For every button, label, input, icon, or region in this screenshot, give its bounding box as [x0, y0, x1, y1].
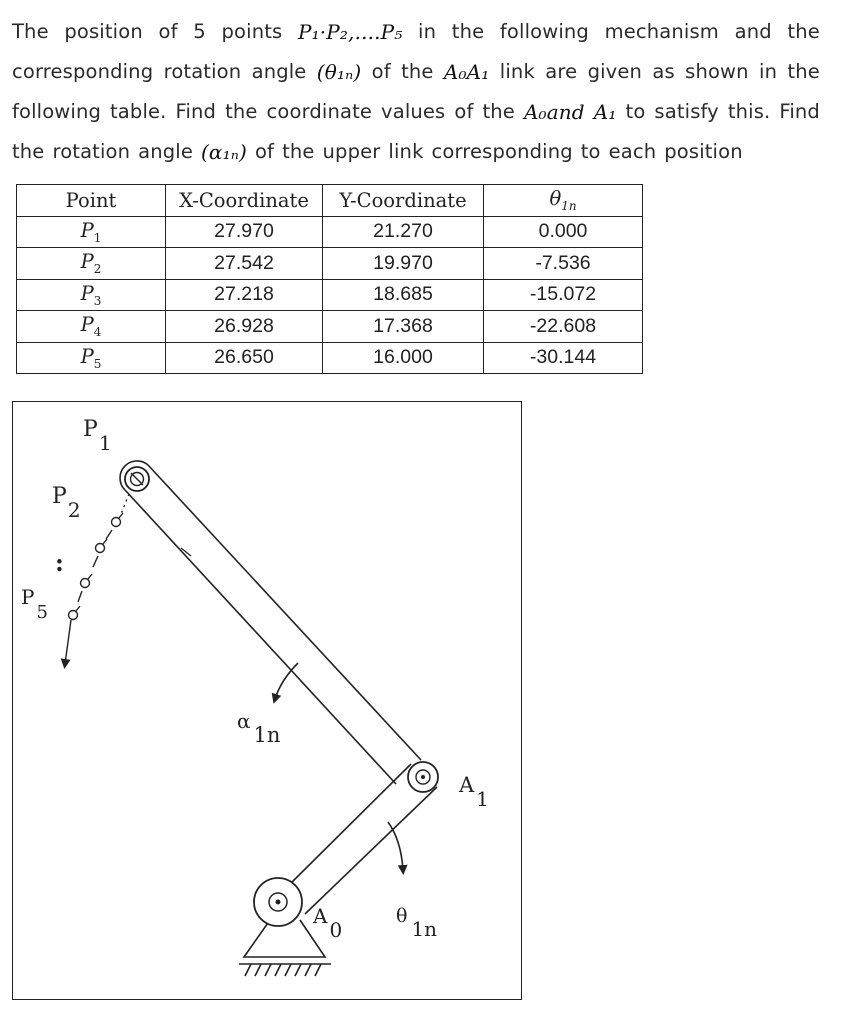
problem-line-1: The position of 5 points P₁·P₂,....P₅ in the following mechanism and the — [12, 12, 820, 52]
y-cell: 19.970 — [323, 248, 484, 280]
a1-symbol: A₁ — [593, 100, 617, 124]
theta-cell: 0.000 — [484, 216, 643, 248]
path-point-p5 — [69, 611, 78, 620]
point-cell: $P_5$ — [17, 342, 166, 374]
x-cell: 26.928 — [166, 311, 323, 343]
y-cell: 16.000 — [323, 342, 484, 374]
point-cell: $P_3$ — [17, 279, 166, 311]
theta-cell: -22.608 — [484, 311, 643, 343]
table-row — [17, 216, 643, 248]
point-cell: $P_4$ — [17, 311, 166, 343]
table-row — [17, 342, 643, 374]
x-cell: 27.218 — [166, 279, 323, 311]
a0-joint — [254, 878, 302, 926]
alpha-arrow — [275, 663, 298, 699]
path-point-p4 — [81, 579, 90, 588]
label-p5: P5 — [21, 585, 48, 623]
y-cell: 17.368 — [323, 311, 484, 343]
point-cell: $P_2$ — [17, 248, 166, 280]
label-alpha: α1n — [237, 709, 281, 747]
path-point-p2 — [112, 518, 121, 527]
table-row — [17, 279, 643, 311]
link-symbol: A₀A₁ — [443, 60, 490, 84]
x-cell: 26.650 — [166, 342, 323, 374]
figure-labels — [21, 417, 489, 942]
x-cell: 27.542 — [166, 248, 323, 280]
a0-symbol: A₀and — [523, 100, 585, 124]
points-symbol: P₁·P₂,....P₅ — [298, 20, 403, 44]
label-p2: P2 — [52, 484, 81, 522]
problem-line-2: corresponding rotation angle (θ₁ₙ) of the A₀A₁ link are given as shown in the — [12, 52, 820, 92]
label-dots: : — [55, 548, 64, 577]
y-cell: 18.685 — [323, 279, 484, 311]
mechanism-figure — [12, 401, 522, 1000]
x-cell: 27.970 — [166, 216, 323, 248]
point-cell: $P_1$ — [17, 216, 166, 248]
header-y: Y-Coordinate — [323, 185, 484, 217]
mechanism-drawing — [13, 402, 523, 1001]
problem-line-3: following table. Find the coordinate values of the A₀and A₁ to satisfy this. Find — [12, 92, 820, 132]
table-header-row — [17, 185, 643, 217]
table-row — [17, 311, 643, 343]
label-p1: P1 — [83, 417, 112, 455]
alpha-symbol: (α₁ₙ) — [200, 140, 247, 164]
ground-pivot — [239, 920, 331, 976]
path-point-p3 — [96, 544, 105, 553]
theta-cell: -30.144 — [484, 342, 643, 374]
label-a0: A0 — [313, 904, 343, 942]
problem-statement — [12, 12, 820, 172]
y-cell: 21.270 — [323, 216, 484, 248]
label-a1: A1 — [459, 773, 489, 811]
position-table — [16, 184, 643, 374]
theta-cell: -15.072 — [484, 279, 643, 311]
header-x: X-Coordinate — [166, 185, 323, 217]
theta-cell: -7.536 — [484, 248, 643, 280]
header-theta: $\theta_{1n}$ — [484, 185, 643, 217]
theta-arrow — [388, 822, 403, 870]
header-point: Point — [17, 185, 166, 217]
a1-joint — [408, 762, 438, 792]
table-row — [17, 248, 643, 280]
label-theta: θ1n — [396, 905, 438, 941]
coupler-joint — [125, 467, 149, 491]
problem-line-4: the rotation angle (α₁ₙ) of the upper link corresponding to each position — [12, 132, 820, 172]
theta-symbol: (θ₁ₙ) — [316, 60, 362, 84]
